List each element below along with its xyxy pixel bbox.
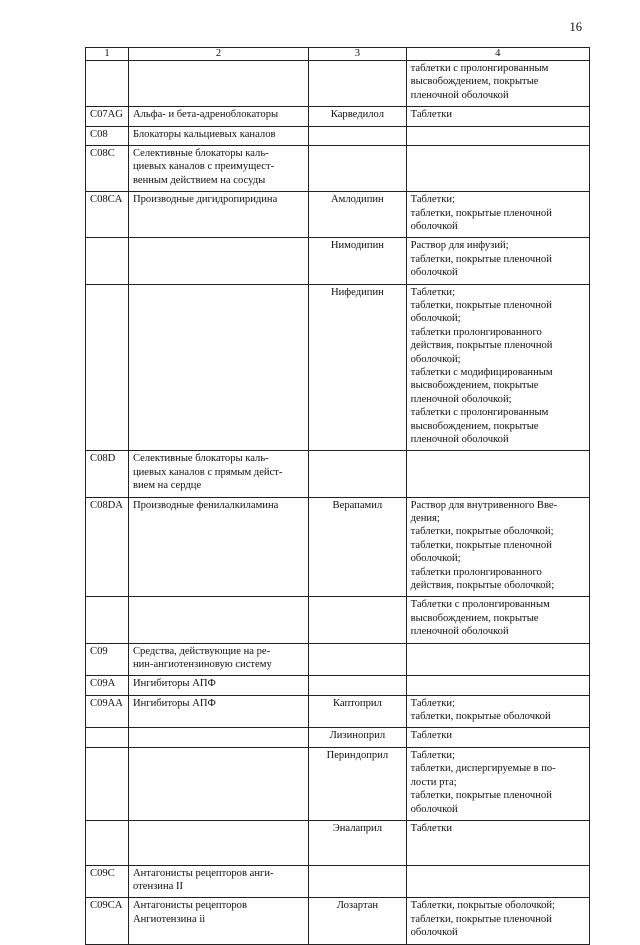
dosage-form-cell bbox=[406, 747, 589, 820]
drug-name-cell bbox=[309, 747, 406, 820]
atc-code: C08C bbox=[90, 147, 115, 159]
atc-code-cell bbox=[86, 107, 129, 126]
group-line: Средства, действующие на ре- bbox=[132, 645, 271, 657]
forms-line: таблетки, покрытые пленочной bbox=[410, 207, 552, 219]
dosage-form-cell bbox=[406, 820, 589, 865]
table-row bbox=[86, 107, 590, 126]
group-line: венным действием на сосуды bbox=[132, 174, 266, 186]
forms-line: Таблетки, покрытые оболочкой; bbox=[410, 900, 556, 912]
forms-line: таблетки пролонгированного bbox=[410, 326, 542, 338]
dosage-form-cell bbox=[406, 238, 589, 284]
column-header-2: 2 bbox=[128, 48, 308, 61]
table-row bbox=[86, 192, 590, 238]
group-line: Блокаторы кальциевых каналов bbox=[132, 128, 276, 140]
atc-code-cell bbox=[86, 284, 129, 451]
atc-code-cell bbox=[86, 238, 129, 284]
atc-code-cell bbox=[86, 497, 129, 597]
atc-group-cell bbox=[128, 126, 308, 145]
forms-line: лости рта; bbox=[410, 776, 457, 788]
forms-line: высвобождением, покрытые bbox=[410, 612, 539, 624]
forms-line: высвобождением, покрытые bbox=[410, 76, 539, 88]
dosage-form-cell bbox=[406, 61, 589, 107]
drug-name: Амлодипин bbox=[331, 194, 384, 206]
forms-line: таблетки, покрытые оболочкой bbox=[410, 711, 551, 723]
drug-name: Верапамил bbox=[332, 499, 383, 511]
table-header-row bbox=[86, 48, 590, 61]
drug-name-cell bbox=[309, 284, 406, 451]
atc-code-cell bbox=[86, 820, 129, 865]
drug-name-cell bbox=[309, 820, 406, 865]
group-line: Ингибиторы АПФ bbox=[132, 678, 216, 690]
table-row bbox=[86, 497, 590, 597]
dosage-form-cell bbox=[406, 865, 589, 898]
forms-line: дения; bbox=[410, 512, 440, 524]
drug-name-cell bbox=[309, 145, 406, 191]
forms-line: Таблетки; bbox=[410, 194, 456, 206]
dosage-form-cell bbox=[406, 695, 589, 728]
column-header-4: 4 bbox=[406, 48, 589, 61]
table-body bbox=[86, 48, 590, 945]
drug-name-cell bbox=[309, 597, 406, 643]
group-line: Ингибиторы АПФ bbox=[132, 697, 216, 709]
atc-group-cell bbox=[128, 192, 308, 238]
atc-group-cell bbox=[128, 238, 308, 284]
atc-group-cell bbox=[128, 728, 308, 747]
forms-line: Таблетки bbox=[410, 109, 453, 121]
atc-code: C09A bbox=[90, 678, 116, 690]
drug-name-cell bbox=[309, 728, 406, 747]
drug-name-cell bbox=[309, 497, 406, 597]
atc-code-cell bbox=[86, 747, 129, 820]
table-row bbox=[86, 820, 590, 865]
forms-line: таблетки, диспергируемые в по- bbox=[410, 763, 556, 775]
atc-code: C08D bbox=[90, 453, 116, 465]
group-line: циевых каналов с прямым дейст- bbox=[132, 466, 283, 478]
table-row bbox=[86, 126, 590, 145]
group-line: Ангиотензина ii bbox=[132, 913, 206, 925]
table-row bbox=[86, 865, 590, 898]
drug-name-cell bbox=[309, 192, 406, 238]
group-line: Производные фенилалкиламина bbox=[132, 499, 279, 511]
drug-name-cell bbox=[309, 238, 406, 284]
forms-line: оболочкой; bbox=[410, 353, 461, 365]
atc-code: C09CA bbox=[90, 900, 123, 912]
drug-name: Эналаприл bbox=[332, 822, 382, 834]
table-row bbox=[86, 747, 590, 820]
atc-code: C08 bbox=[90, 128, 108, 140]
atc-code-cell bbox=[86, 865, 129, 898]
atc-code-cell bbox=[86, 643, 129, 676]
group-line: вием на сердце bbox=[132, 480, 202, 492]
table-row bbox=[86, 728, 590, 747]
forms-line: пленочной оболочкой bbox=[410, 626, 509, 638]
dosage-form-cell bbox=[406, 284, 589, 451]
dosage-form-cell bbox=[406, 145, 589, 191]
forms-line: Таблетки bbox=[410, 822, 453, 834]
forms-line: таблетки с пролонгированным bbox=[410, 407, 549, 419]
drug-name-cell bbox=[309, 107, 406, 126]
group-line: Антагонисты рецепторов bbox=[132, 900, 247, 912]
atc-group-cell bbox=[128, 145, 308, 191]
drug-name: Лозартан bbox=[336, 900, 379, 912]
dosage-form-cell bbox=[406, 676, 589, 695]
forms-line: оболочкой bbox=[410, 220, 458, 232]
drug-name-cell bbox=[309, 676, 406, 695]
forms-line: таблетки, покрытые пленочной bbox=[410, 539, 552, 551]
table-row bbox=[86, 676, 590, 695]
dosage-form-cell bbox=[406, 497, 589, 597]
atc-code-cell bbox=[86, 676, 129, 695]
drug-classification-table bbox=[85, 47, 590, 945]
forms-line: таблетки с пролонгированным bbox=[410, 63, 549, 74]
group-line: нин-ангиотензиновую систему bbox=[132, 658, 272, 670]
atc-code-cell bbox=[86, 451, 129, 497]
forms-line: Таблетки; bbox=[410, 749, 456, 761]
forms-line: таблетки, покрытые пленочной bbox=[410, 913, 552, 925]
atc-group-cell bbox=[128, 676, 308, 695]
column-header-3: 3 bbox=[309, 48, 406, 61]
drug-name-cell bbox=[309, 643, 406, 676]
drug-name: Нимодипин bbox=[330, 240, 384, 252]
atc-code-cell bbox=[86, 728, 129, 747]
atc-code: C08CA bbox=[90, 194, 123, 206]
forms-line: оболочкой; bbox=[410, 553, 461, 565]
atc-code-cell bbox=[86, 192, 129, 238]
group-line: Альфа- и бета-адреноблокаторы bbox=[132, 109, 279, 121]
atc-code-cell bbox=[86, 695, 129, 728]
atc-group-cell bbox=[128, 747, 308, 820]
group-line: циевых каналов с преимущест- bbox=[132, 161, 275, 173]
drug-name-cell bbox=[309, 61, 406, 107]
forms-line: таблетки с модифицированным bbox=[410, 366, 553, 378]
atc-code-cell bbox=[86, 597, 129, 643]
atc-code-cell bbox=[86, 126, 129, 145]
drug-name-cell bbox=[309, 451, 406, 497]
page-number: 16 bbox=[569, 20, 582, 34]
atc-group-cell bbox=[128, 451, 308, 497]
atc-code: C07AG bbox=[90, 109, 123, 121]
forms-line: высвобождением, покрытые bbox=[410, 380, 539, 392]
atc-group-cell bbox=[128, 865, 308, 898]
drug-name: Периндоприл bbox=[326, 749, 389, 761]
forms-line: Таблетки; bbox=[410, 697, 456, 709]
forms-line: оболочкой bbox=[410, 267, 458, 279]
drug-name: Нифедипин bbox=[330, 286, 384, 298]
dosage-form-cell bbox=[406, 597, 589, 643]
table-row bbox=[86, 643, 590, 676]
group-line: Селективные блокаторы каль- bbox=[132, 147, 269, 159]
forms-line: таблетки, покрытые пленочной bbox=[410, 790, 552, 802]
forms-line: таблетки, покрытые оболочкой; bbox=[410, 526, 554, 538]
atc-code: C08DA bbox=[90, 499, 123, 511]
group-line: Антагонисты рецепторов анги- bbox=[132, 867, 274, 879]
dosage-form-cell bbox=[406, 192, 589, 238]
forms-line: пленочной оболочкой bbox=[410, 89, 509, 101]
table-row bbox=[86, 284, 590, 451]
forms-line: оболочкой bbox=[410, 803, 458, 815]
forms-line: высвобождением, покрытые bbox=[410, 420, 539, 432]
dosage-form-cell bbox=[406, 643, 589, 676]
forms-line: Таблетки bbox=[410, 730, 453, 742]
forms-line: действия, покрытые пленочной bbox=[410, 340, 553, 352]
table-row bbox=[86, 238, 590, 284]
atc-code: C09 bbox=[90, 645, 108, 657]
drug-name-cell bbox=[309, 865, 406, 898]
forms-line: Раствор для инфузий; bbox=[410, 240, 509, 252]
forms-line: Таблетки с пролонгированным bbox=[410, 599, 550, 611]
table-row bbox=[86, 451, 590, 497]
atc-code: C09C bbox=[90, 867, 115, 879]
atc-group-cell bbox=[128, 597, 308, 643]
atc-code-cell bbox=[86, 145, 129, 191]
group-line: отензина II bbox=[132, 881, 184, 893]
group-line: Селективные блокаторы каль- bbox=[132, 453, 269, 465]
atc-group-cell bbox=[128, 497, 308, 597]
atc-code: C09AA bbox=[90, 697, 123, 709]
forms-line: Раствор для внутривенного Вве- bbox=[410, 499, 558, 511]
drug-name: Лизиноприл bbox=[329, 730, 386, 742]
forms-line: пленочной оболочкой; bbox=[410, 393, 512, 405]
forms-line: Таблетки; bbox=[410, 286, 456, 298]
table-row bbox=[86, 597, 590, 643]
atc-group-cell bbox=[128, 107, 308, 126]
atc-group-cell bbox=[128, 695, 308, 728]
dosage-form-cell bbox=[406, 126, 589, 145]
dosage-form-cell bbox=[406, 728, 589, 747]
group-line: Производные дигидропиридина bbox=[132, 194, 278, 206]
dosage-form-cell bbox=[406, 451, 589, 497]
atc-group-cell bbox=[128, 820, 308, 865]
forms-line: пленочной оболочкой bbox=[410, 434, 509, 445]
forms-line: оболочкой; bbox=[410, 313, 461, 325]
drug-name: Каптоприл bbox=[332, 697, 382, 709]
atc-group-cell bbox=[128, 61, 308, 107]
table-row bbox=[86, 695, 590, 728]
forms-line: таблетки, покрытые пленочной bbox=[410, 253, 552, 265]
drug-name-cell bbox=[309, 695, 406, 728]
forms-line: таблетки, покрытые пленочной bbox=[410, 299, 552, 311]
table-row bbox=[86, 61, 590, 107]
forms-line: таблетки пролонгированного bbox=[410, 566, 542, 578]
forms-line: действия, покрытые оболочкой; bbox=[410, 579, 555, 591]
atc-group-cell bbox=[128, 284, 308, 451]
atc-code-cell bbox=[86, 61, 129, 107]
forms-line: оболочкой bbox=[410, 927, 458, 939]
column-header-1: 1 bbox=[86, 48, 129, 61]
atc-group-cell bbox=[128, 643, 308, 676]
drug-name-cell bbox=[309, 126, 406, 145]
table-row bbox=[86, 145, 590, 191]
drug-name: Карведилол bbox=[330, 109, 384, 121]
dosage-form-cell bbox=[406, 107, 589, 126]
